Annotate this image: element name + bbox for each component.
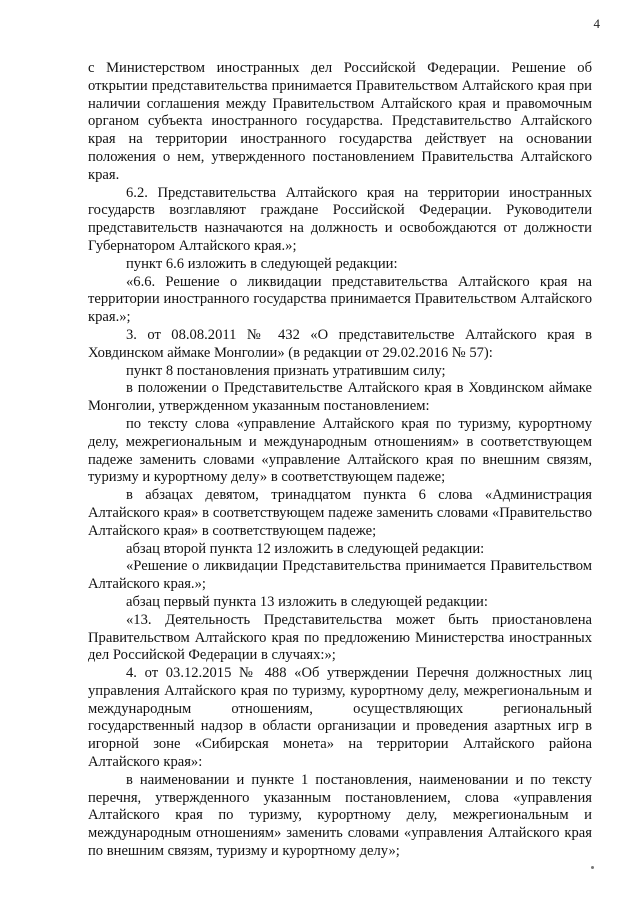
paragraph: по тексту слова «управление Алтайского края по туризму, курортному делу, межрегиональным и международным отношениям» в соответствующем падеже заменить словами «управление Алтайского края по внешним связям, туризму и курортному делу» в соответствующем падеже; — [88, 415, 592, 486]
paragraph: в положении о Представительстве Алтайского края в Ховдинском аймаке Монголии, утвержденном указанным постановлением: — [88, 380, 592, 415]
paragraph: 4. от 03.12.2015 № 488 «Об утверждении Перечня должностных лиц управления Алтайского края по туризму, курортному делу, межрегиональным и международным отношениям, осуществляющих региональный государственный надзор в области организации и проведения азартных игр в игорной зоне «Сибирская монета» на территории Алтайского района Алтайского края»: — [88, 665, 592, 771]
paragraph: в абзацах девятом, тринадцатом пункта 6 слова «Администрация Алтайского края» в соответствующем падеже заменить словами «Правительство Алтайского края» в соответствующем падеже; — [88, 487, 592, 539]
paragraph: пункт 8 постановления признать утратившим силу; — [126, 362, 446, 379]
scan-speck — [591, 866, 594, 869]
paragraph: «Решение о ликвидации Представительства принимается Правительством Алтайского края.»; — [88, 558, 592, 593]
paragraph: с Министерством иностранных дел Российской Федерации. Решение об открытии представительства принимается Правительством Алтайского края при наличии соглашения между Правительством Алтайского края и правомочным органом субъекта иностранного государства. Представительство Алтайского края на территории иностранного государства действует на основании положения о нем, утвержденного постановлением Правительства Алтайского края. — [88, 60, 592, 183]
paragraph: «13. Деятельность Представительства может быть приостановлена Правительством Алтайского края по предложению Министерства иностранных дел Российской Федерации в случаях:»; — [88, 611, 592, 664]
paragraph: пункт 6.6 изложить в следующей редакции: — [126, 255, 398, 272]
paragraph: абзац первый пункта 13 изложить в следующей редакции: — [126, 593, 488, 610]
paragraph: «6.6. Решение о ликвидации представительства Алтайского края на территории иностранного государства принимается Правительством Алтайского края.»; — [88, 273, 592, 326]
paragraph: 3. от 08.08.2011 № 432 «О представительстве Алтайского края в Ховдинском аймаке Монголии» (в редакции от 29.02.2016 № 57): — [88, 326, 592, 361]
paragraph: 6.2. Представительства Алтайского края на территории иностранных государств возглавляют граждане Российской Федерации. Руководители представительств назначаются на должность и освобождаются от должности Губернатором Алтайского края.»; — [88, 184, 592, 254]
page-number: 4 — [593, 16, 600, 31]
document-body — [88, 60, 592, 861]
paragraph: в наименовании и пункте 1 постановления, наименовании и по тексту перечня, утвержденного указанным постановлением, слова «управления Алтайского края по туризму, курортному делу, межрегиональным и международным отношениям» заменить словами «управления Алтайского края по внешним связям, туризму и курортному делу»; — [88, 771, 592, 860]
paragraph: абзац второй пункта 12 изложить в следующей редакции: — [126, 540, 485, 557]
